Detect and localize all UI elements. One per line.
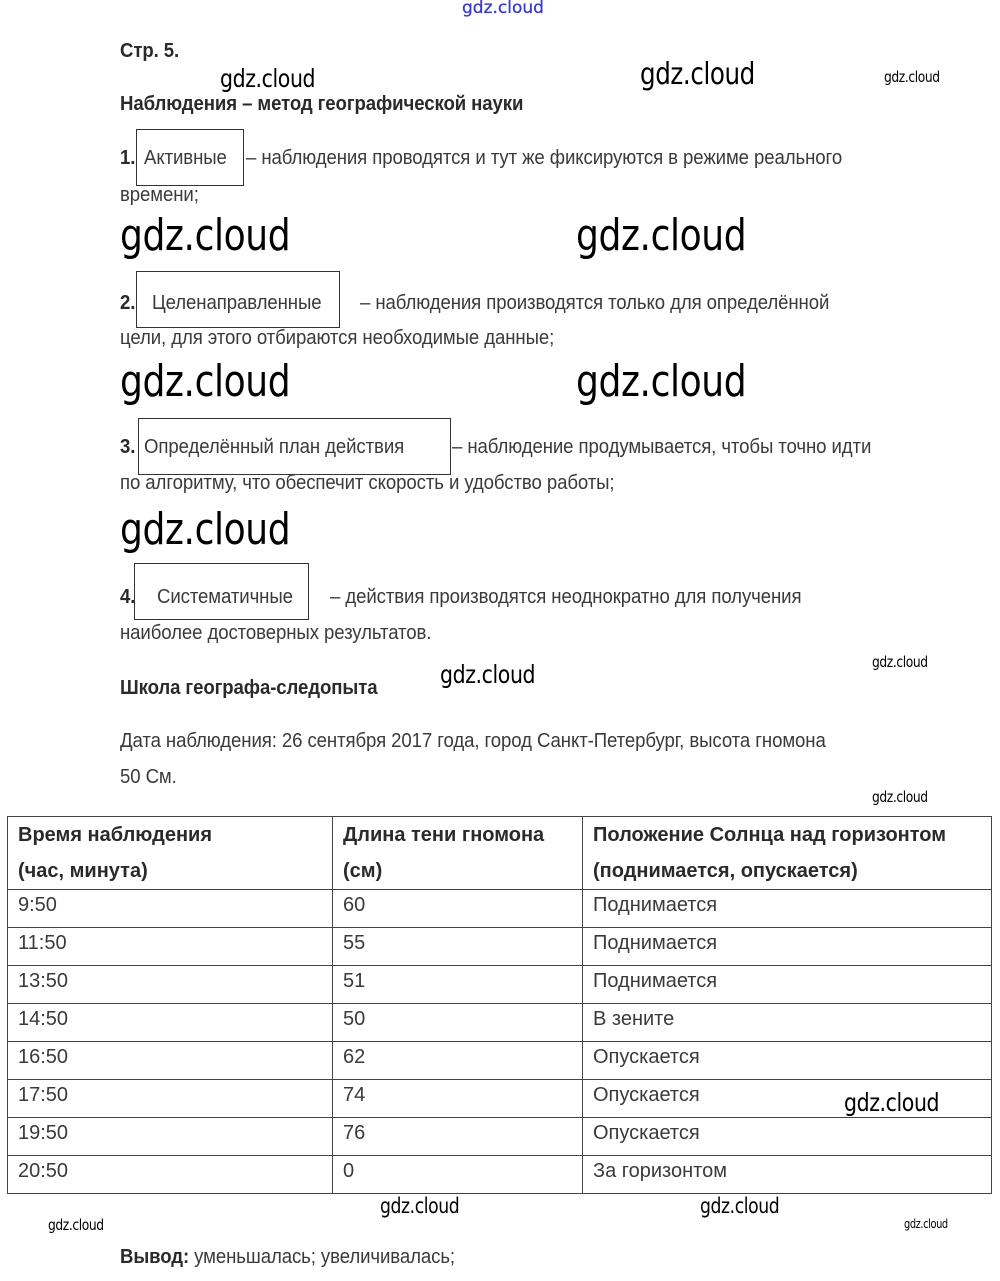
item-description: – наблюдения производятся только для определённой <box>360 292 830 314</box>
item-description-cont: цели, для этого отбираются необходимые данные; <box>120 327 555 349</box>
watermark: gdz.cloud <box>700 1194 780 1218</box>
watermark-top-link[interactable]: gdz.cloud <box>462 0 544 18</box>
header-position-line1: Положение Солнца над горизонтом <box>593 824 947 846</box>
item-description-cont: по алгоритму, что обеспечит скорость и удобство работы; <box>120 472 615 494</box>
table-row <box>8 890 992 928</box>
cell-time: 16:50 <box>8 1042 333 1080</box>
cell-length: 60 <box>333 890 583 928</box>
watermark: gdz.cloud <box>872 653 928 671</box>
header-length <box>333 817 583 890</box>
item-term: Активные <box>144 147 227 169</box>
header-length-line2: (см) <box>343 860 383 882</box>
item-term: Систематичные <box>157 586 293 608</box>
watermark: gdz.cloud <box>220 64 316 93</box>
cell-length: 50 <box>333 1004 583 1042</box>
watermark: gdz.cloud <box>380 1194 460 1218</box>
item-number: 1. <box>120 147 136 169</box>
cell-time: 17:50 <box>8 1080 333 1118</box>
cell-position: Поднимается <box>583 966 992 1004</box>
item-description: – действия производятся неоднократно для получения <box>330 586 802 608</box>
conclusion-text: уменьшалась; увеличивалась; <box>194 1246 456 1268</box>
section-title-school: Школа географа-следопыта <box>120 677 378 699</box>
watermark: gdz.cloud <box>576 356 747 407</box>
item-description: – наблюдение продумывается, чтобы точно идти <box>452 436 872 458</box>
conclusion <box>120 1246 455 1269</box>
item-description-cont: времени; <box>120 184 199 206</box>
cell-time: 11:50 <box>8 928 333 966</box>
item-number: 2. <box>120 292 136 314</box>
watermark: gdz.cloud <box>640 57 755 92</box>
table-row <box>8 966 992 1004</box>
cell-position: В зените <box>583 1004 992 1042</box>
watermark: gdz.cloud <box>48 1216 104 1234</box>
cell-length: 62 <box>333 1042 583 1080</box>
cell-position: За горизонтом <box>583 1156 992 1194</box>
cell-position: Поднимается <box>583 890 992 928</box>
item-number: 3. <box>120 436 136 458</box>
table-header-row <box>8 817 992 890</box>
cell-position: Опускается <box>583 1118 992 1156</box>
cell-length: 74 <box>333 1080 583 1118</box>
table-row <box>8 1042 992 1080</box>
cell-time: 19:50 <box>8 1118 333 1156</box>
cell-time: 9:50 <box>8 890 333 928</box>
observation-info: Дата наблюдения: 26 сентября 2017 года, город Санкт-Петербург, высота гномона <box>120 730 826 752</box>
cell-time: 14:50 <box>8 1004 333 1042</box>
observation-table <box>7 816 992 1194</box>
header-length-line1: Длина тени гномона <box>343 824 545 846</box>
table-row <box>8 1118 992 1156</box>
watermark: gdz.cloud <box>440 660 536 689</box>
section-title-observations: Наблюдения – метод географической науки <box>120 93 524 115</box>
watermark: gdz.cloud <box>904 1217 948 1231</box>
cell-time: 20:50 <box>8 1156 333 1194</box>
cell-position: Опускается <box>583 1042 992 1080</box>
header-time-line2: (час, минута) <box>18 860 148 882</box>
cell-position: Опускается <box>583 1080 992 1118</box>
watermark: gdz.cloud <box>120 504 291 555</box>
header-position <box>583 817 992 890</box>
cell-length: 76 <box>333 1118 583 1156</box>
cell-position: Поднимается <box>583 928 992 966</box>
watermark: gdz.cloud <box>120 210 291 261</box>
header-time <box>8 817 333 890</box>
table-row <box>8 1004 992 1042</box>
watermark: gdz.cloud <box>872 788 928 806</box>
table-row <box>8 1156 992 1194</box>
watermark: gdz.cloud <box>120 356 291 407</box>
table-row <box>8 928 992 966</box>
item-number: 4. <box>120 586 136 608</box>
header-position-line2: (поднимается, опускается) <box>593 860 858 882</box>
item-term: Определённый план действия <box>144 436 405 458</box>
watermark: gdz.cloud <box>576 210 747 261</box>
cell-time: 13:50 <box>8 966 333 1004</box>
observation-info-cont: 50 См. <box>120 766 177 788</box>
conclusion-label: Вывод: <box>120 1246 190 1268</box>
watermark: gdz.cloud <box>844 1088 940 1117</box>
cell-length: 55 <box>333 928 583 966</box>
watermark: gdz.cloud <box>884 68 940 86</box>
item-term: Целенаправленные <box>152 292 322 314</box>
cell-length: 0 <box>333 1156 583 1194</box>
item-description-cont: наиболее достоверных результатов. <box>120 622 432 644</box>
page-number: Стр. 5. <box>120 40 180 62</box>
item-description: – наблюдения проводятся и тут же фиксируются в режиме реального <box>246 147 843 169</box>
header-time-line1: Время наблюдения <box>18 824 212 846</box>
cell-length: 51 <box>333 966 583 1004</box>
